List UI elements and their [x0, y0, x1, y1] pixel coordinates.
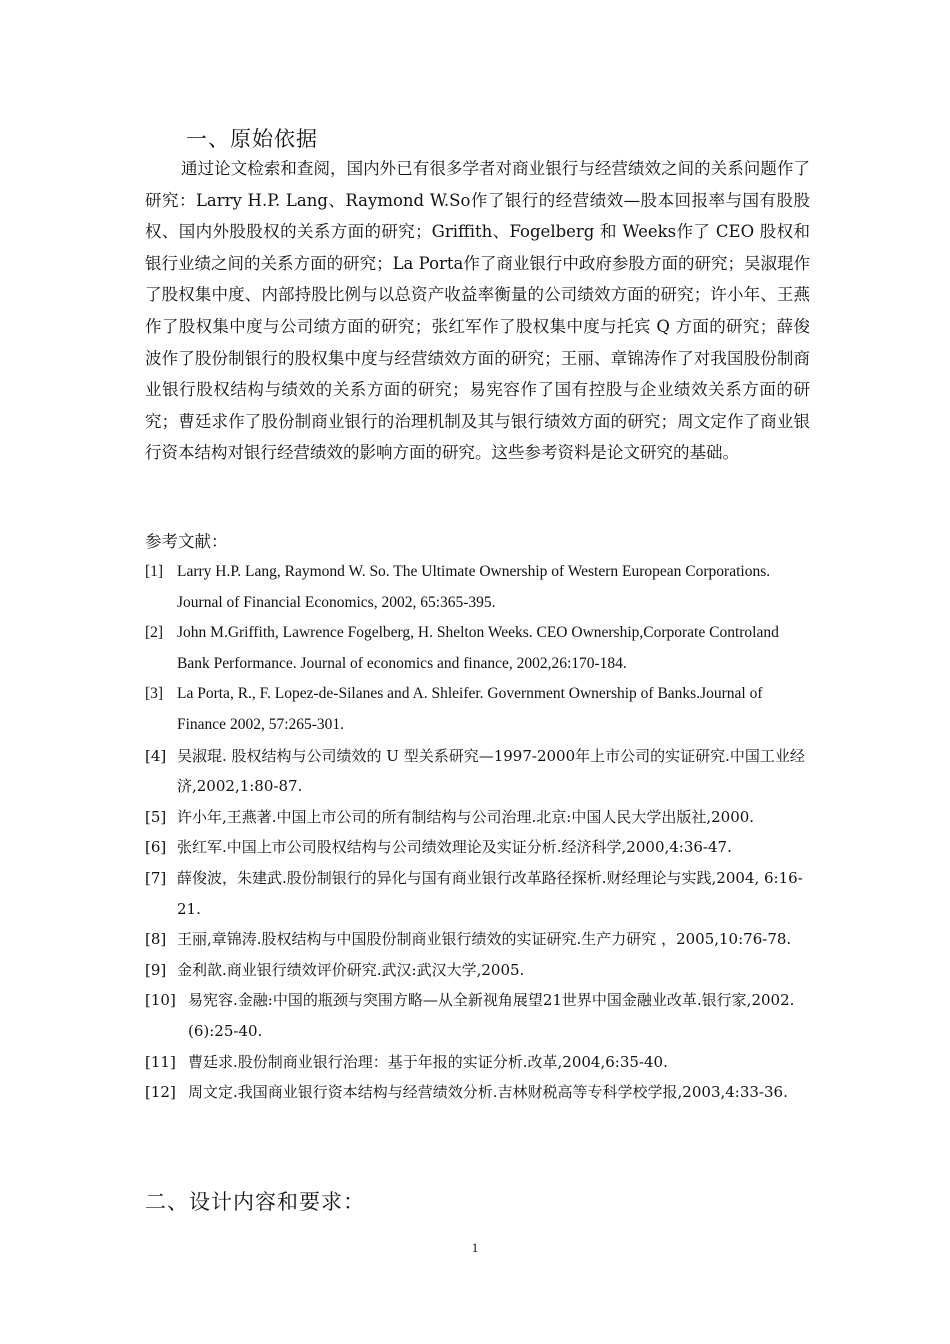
reference-item — [145, 924, 815, 955]
reference-item — [145, 679, 815, 740]
reference-text: 金利歆.商业银行绩效评价研究.武汉:武汉大学,2005. — [177, 960, 525, 979]
reference-number: [8] — [145, 930, 167, 949]
paragraph-text: 通过论文检索和查阅，国内外已有很多学者对商业银行与经营绩效之间的关系问题作了研究：Larry H.P. Lang、Raymond W.So作了银行的经营绩效—股本回报率与国有股股权、国内外股股权的关系方面的研究；Griffith、Fogelberg 和 Weeks作了 CEO 股权和银行业绩之间的关系方面的研究；La Porta作了商业银行中政府参股方面的研究；吴淑琨作了股权集中度、内部持股比例与以总资产收益率衡量的公司绩效方面的研究；许小年、王燕作了股权集中度与公司绩方面的研究；张红军作了股权集中度与托宾 Q 方面的研究；薛俊波作了股份制银行的股权集中度与经营绩效方面的研究；王丽、章锦涛作了对我国股份制商业银行股权结构与绩效的关系方面的研究；易宪容作了国有控股与企业绩效关系方面的研究；曹廷求作了股份制商业银行的治理机制及其与银行绩效方面的研究；周文定作了商业银行资本结构对银行经营绩效的影响方面的研究。这些参考资料是论文研究的基础。 — [145, 159, 810, 463]
reference-text: La Porta, R., F. Lopez-de-Silanes and A. Shleifer. Government Ownership of Banks.Journal of Finance 2002, 57:265-301. — [177, 685, 763, 733]
references-title: 参考文献： — [145, 532, 228, 551]
reference-text: 曹廷求.股份制商业银行治理：基于年报的实证分析.改革,2004,6:35-40. — [188, 1052, 668, 1071]
page-number: 1 — [471, 1240, 479, 1255]
reference-item — [145, 1077, 815, 1108]
reference-number: [11] — [145, 1052, 176, 1071]
reference-text: 薛俊波，朱建武.股份制银行的异化与国有商业银行改革路径探析.财经理论与实践,2004, 6:16-21. — [177, 868, 803, 918]
reference-item — [145, 802, 815, 833]
reference-number: [10] — [145, 991, 176, 1010]
references-list — [145, 557, 815, 1108]
reference-number: [12] — [145, 1083, 176, 1102]
reference-text: Larry H.P. Lang, Raymond W. So. The Ultimate Ownership of Western European Corporations. Journal of Financial Economics, 2002, 65:365-395. — [177, 563, 771, 611]
reference-item — [145, 863, 815, 924]
section-heading-original-basis: 一、原始依据 — [186, 127, 318, 151]
reference-text: 周文定.我国商业银行资本结构与经营绩效分析.吉林财税高等专科学校学报,2003,4:33-36. — [188, 1083, 788, 1102]
reference-text: 张红军.中国上市公司股权结构与公司绩效理论及实证分析.经济科学,2000,4:36-47. — [177, 838, 732, 857]
reference-item — [145, 985, 815, 1046]
reference-item — [145, 557, 815, 618]
reference-item — [145, 741, 815, 802]
reference-number: [6] — [145, 838, 167, 857]
reference-text: 吴淑琨. 股权结构与公司绩效的 U 型关系研究—1997-2000年上市公司的实证研究.中国工业经济,2002,1:80-87. — [177, 746, 805, 796]
reference-number: [5] — [145, 807, 167, 826]
reference-text: 许小年,王燕著.中国上市公司的所有制结构与公司治理.北京:中国人民大学出版社,2000. — [177, 807, 755, 826]
reference-text: 王丽,章锦涛.股权结构与中国股份制商业银行绩效的实证研究.生产力研究 ，2005,10:76-78. — [177, 930, 792, 949]
reference-number: [2] — [145, 624, 164, 642]
section-heading-design-content: 二、设计内容和要求： — [145, 1190, 365, 1214]
reference-number: [3] — [145, 685, 164, 703]
reference-item — [145, 1047, 815, 1078]
reference-number: [1] — [145, 563, 164, 580]
reference-text: 易宪容.金融:中国的瓶颈与突围方略—从全新视角展望21世界中国金融业改革.银行家,2002.(6):25-40. — [188, 991, 795, 1040]
reference-item — [145, 832, 815, 863]
reference-item — [145, 618, 815, 679]
reference-number: [4] — [145, 746, 167, 765]
reference-text: John M.Griffith, Lawrence Fogelberg, H. Shelton Weeks. CEO Ownership,Corporate Controland Bank Performance. Journal of economics and finance, 2002,26:170-184. — [177, 624, 779, 672]
reference-item — [145, 955, 815, 986]
body-paragraph — [145, 153, 810, 469]
reference-number: [7] — [145, 868, 167, 887]
reference-number: [9] — [145, 960, 167, 979]
